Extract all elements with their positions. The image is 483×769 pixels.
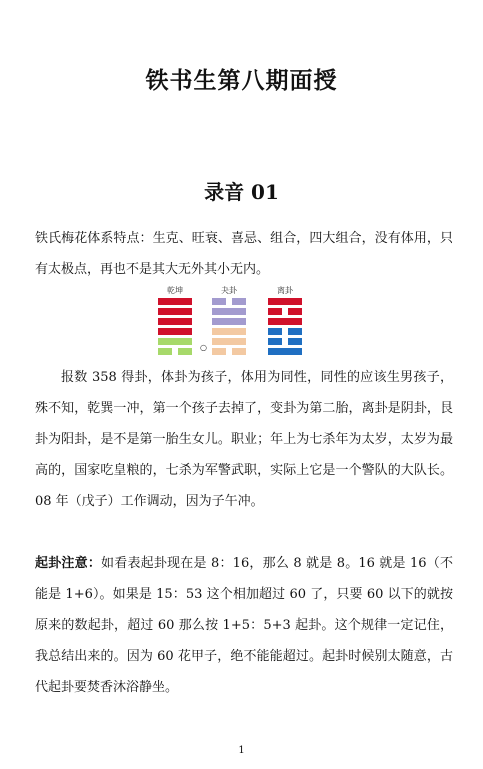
hexagram-changed (268, 286, 302, 358)
hexagram-line-yang (158, 328, 192, 335)
hexagram-line-yang (268, 348, 302, 355)
hexagram-diagram (0, 286, 483, 366)
hexagram-line-yang (212, 308, 246, 315)
document-subtitle: 录音 01 (204, 180, 279, 204)
paragraph-notes (35, 548, 453, 703)
hexagram-main (158, 286, 192, 358)
hexagram-label: 夬卦 (221, 286, 237, 295)
hexagram-mutual (212, 286, 246, 358)
document-title: 铁书生第八期面授 (145, 67, 338, 94)
hexagram-label: 离卦 (277, 286, 293, 295)
hexagram-label: 乾坤 (167, 286, 183, 295)
hexagram-line-yang (158, 308, 192, 315)
hexagram-line-yin (268, 328, 302, 335)
hexagram-line-yang (212, 318, 246, 325)
separator-dot: ○ (200, 343, 207, 352)
hexagram-line-yang (212, 338, 246, 345)
hexagram-line-yang (268, 298, 302, 305)
hexagram-line-yin (268, 338, 302, 345)
notes-text: 如看表起卦现在是 8：16，那么 8 就是 8。16 就是 16（不能是 1+6）。如果是 15：53 这个相加超过 60 了，只要 60 以下的就按原来的数起卦，超过 60 那么按 1+5：5+3 起卦。这个规律一定记住，我总结出来的。因为 60 花甲子，绝不能能超过。起卦时候别太随意，古代起卦要焚香沐浴静坐。 (35, 556, 453, 695)
paragraph-intro: 铁氏梅花体系特点：生克、旺衰、喜忌、组合，四大组合，没有体用，只有太极点，再也不是其大无外其小无内。 (35, 231, 453, 277)
hexagram-line-yin (212, 348, 246, 355)
hexagram-line-yang (268, 318, 302, 325)
hexagram-line-yin (158, 348, 192, 355)
page-number: 1 (238, 745, 245, 756)
hexagram-line-yin (212, 298, 246, 305)
hexagram-line-yang (158, 338, 192, 345)
paragraph-analysis: 报数 358 得卦，体卦为孩子，体用为同性，同性的应该生男孩子，殊不知，乾巽一冲，第一个孩子去掉了，变卦为第二胎，离卦是阴卦，艮卦为阳卦，是不是第一胎生女儿。职业；年上为七杀年为太岁，太岁为最高的，国家吃皇粮的，七杀为军警武职，实际上它是一个警队的大队长。08 年（戊子）工作调动，因为子午冲。 (35, 370, 453, 509)
hexagram-line-yang (158, 298, 192, 305)
hexagram-line-yang (158, 318, 192, 325)
hexagram-line-yang (212, 328, 246, 335)
hexagram-line-yin (268, 308, 302, 315)
notes-label: 起卦注意： (35, 556, 102, 571)
